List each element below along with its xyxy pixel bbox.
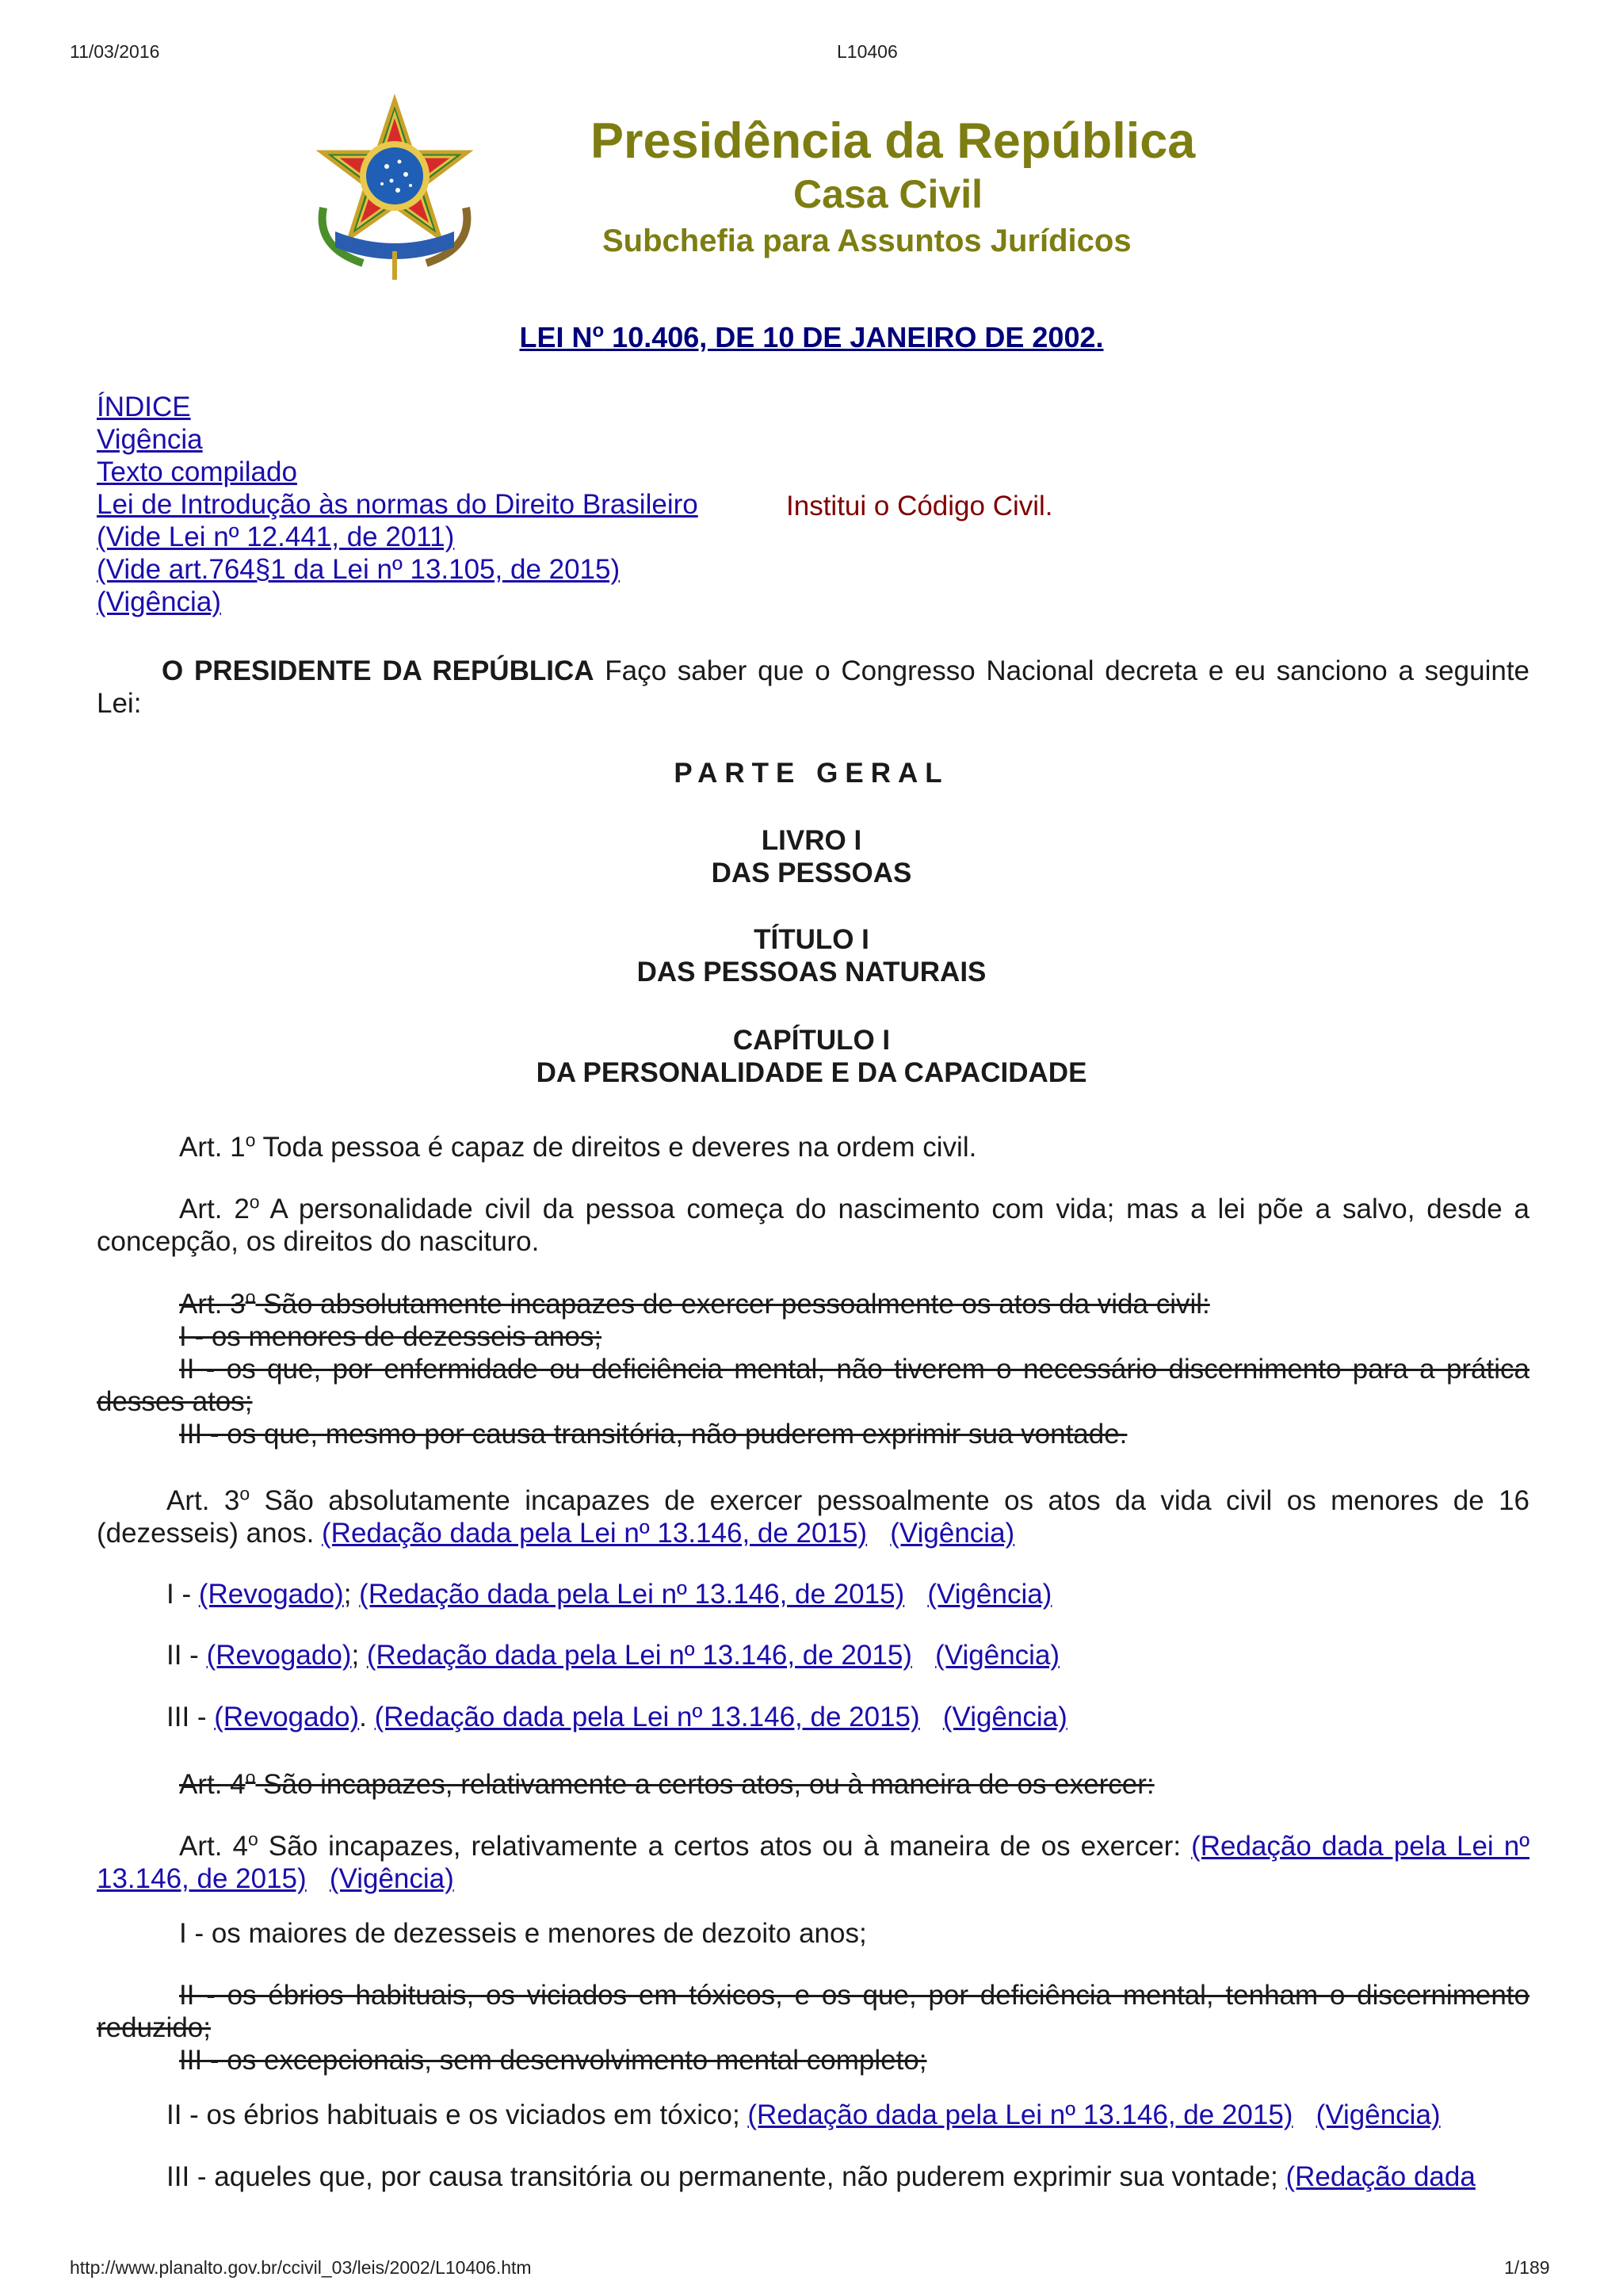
- art-3: Art. 3$^o$ São absolutamente incapazes de exercer pessoalmente os atos da vida civil os menores de 16 (dezesseis) anos. (Redação dada pela Lei nº 13.146, de 2015) (Vigência): [97, 1483, 1530, 1549]
- art-2: Art. 2$^o$ A personalidade civil da pessoa começa do nascimento com vida; mas a lei põe a salvo, desde a concepção, os direitos do nascituro.: [97, 1191, 1529, 1257]
- link-vigencia[interactable]: (Vigência): [927, 1579, 1052, 1610]
- header-subtitle-casa-civil: Casa Civil: [793, 172, 983, 216]
- link-redacao[interactable]: (Redação dada pela Lei nº 13.146, de 2015): [322, 1518, 868, 1549]
- art-4-item-ii: II - os ébrios habituais e os viciados em tóxico; (Redação dada pela Lei nº 13.146, de 2015) (Vigência): [166, 2099, 1441, 2130]
- heading-parte-geral: PARTE GERAL: [674, 758, 949, 789]
- link-vigencia[interactable]: (Vigência): [329, 1863, 454, 1894]
- art-3-revoked: Art. 3$^o$ São absolutamente incapazes de exercer pessoalmente os atos da vida civil:: [179, 1286, 1210, 1320]
- link-revogado[interactable]: (Revogado): [206, 1640, 352, 1671]
- law-title: [0, 321, 1623, 354]
- art-4-item-i: I - os maiores de dezesseis e menores de dezoito anos;: [179, 1918, 867, 1949]
- link-vigencia[interactable]: Vigência: [97, 424, 203, 455]
- link-vigencia-2[interactable]: (Vigência): [97, 586, 221, 617]
- link-indice[interactable]: ÍNDICE: [97, 392, 191, 422]
- art-3-revoked-i: I - os menores de dezesseis anos;: [179, 1321, 602, 1352]
- link-redacao[interactable]: (Redação dada pela Lei nº 13.146, de 2015): [374, 1702, 920, 1733]
- art-3-item-i: I - (Revogado); (Redação dada pela Lei nº 13.146, de 2015) (Vigência): [166, 1579, 1052, 1610]
- link-vide-art764[interactable]: (Vide art.764§1 da Lei nº 13.105, de 2015): [97, 554, 621, 585]
- index-links: [97, 391, 698, 618]
- print-url: http://www.planalto.gov.br/ccivil_03/leis/2002/L10406.htm: [70, 2257, 532, 2278]
- heading-capitulo-name: DA PERSONALIDADE E DA CAPACIDADE: [536, 1057, 1087, 1088]
- art-1: Art. 1$^o$ Toda pessoa é capaz de direitos e deveres na ordem civil.: [179, 1129, 977, 1163]
- link-redacao[interactable]: (Redação dada: [1285, 2161, 1476, 2192]
- heading-livro: LIVRO I: [761, 825, 862, 856]
- heading-capitulo: CAPÍTULO I: [732, 1025, 891, 1056]
- link-vigencia[interactable]: (Vigência): [942, 1702, 1067, 1733]
- print-title: L10406: [837, 41, 898, 62]
- heading-livro-name: DAS PESSOAS: [711, 858, 912, 888]
- print-date: 11/03/2016: [70, 41, 160, 62]
- brazil-coat-of-arms-icon: [311, 93, 478, 281]
- preamble: O PRESIDENTE DA REPÚBLICA Faço saber que o Congresso Nacional decreta e eu sanciono a seguinte Lei:: [97, 655, 1530, 719]
- link-redacao[interactable]: (Redação dada pela Lei nº 13.146, de 2015): [747, 2099, 1293, 2130]
- link-redacao[interactable]: (Redação dada pela Lei nº 13.146, de 2015): [366, 1640, 912, 1671]
- art-4-revoked-iii: III - os excepcionais, sem desenvolvimento mental completo;: [179, 2045, 927, 2076]
- header-title: Presidência da República: [590, 113, 1196, 169]
- art-4-revoked: Art. 4$^o$ São incapazes, relativamente a certos atos, ou à maneira de os exercer:: [179, 1767, 1155, 1800]
- law-title-link[interactable]: LEI N$^o$ 10.406, DE 10 DE JANEIRO DE 2002.: [519, 320, 1104, 353]
- link-vide-lei-12441[interactable]: (Vide Lei nº 12.441, de 2011): [97, 521, 455, 552]
- heading-titulo: TÍTULO I: [754, 924, 869, 955]
- link-redacao[interactable]: (Redação dada pela Lei nº 13.146, de 2015): [97, 1831, 1530, 1894]
- link-lei-introducao[interactable]: Lei de Introdução às normas do Direito Brasileiro: [97, 489, 698, 520]
- art-3-item-ii: II - (Revogado); (Redação dada pela Lei nº 13.146, de 2015) (Vigência): [166, 1640, 1060, 1671]
- header-subtitle-subchefia: Subchefia para Assuntos Jurídicos: [602, 223, 1132, 258]
- link-texto-compilado[interactable]: Texto compilado: [97, 457, 297, 487]
- ementa: Institui o Código Civil.: [786, 491, 1053, 521]
- link-revogado[interactable]: (Revogado): [214, 1702, 360, 1733]
- link-vigencia[interactable]: (Vigência): [890, 1518, 1015, 1549]
- link-vigencia[interactable]: (Vigência): [935, 1640, 1060, 1671]
- art-4-revoked-ii: II - os ébrios habituais, os viciados em tóxicos, e os que, por deficiência mental, tenham o discernimento reduzido;: [97, 1980, 1529, 2043]
- art-4-item-iii: III - aqueles que, por causa transitória ou permanente, não puderem exprimir sua vontade; (Redação dada: [166, 2161, 1476, 2192]
- art-3-revoked-iii: III - os que, mesmo por causa transitória, não puderem exprimir sua vontade.: [179, 1419, 1128, 1450]
- art-4: Art. 4$^o$ São incapazes, relativamente a certos atos ou à maneira de os exercer: (Redação dada pela Lei nº 13.146, de 2015) (Vigência): [97, 1828, 1530, 1894]
- heading-titulo-name: DAS PESSOAS NATURAIS: [636, 957, 987, 988]
- art-3-item-iii: III - (Revogado). (Redação dada pela Lei nº 13.146, de 2015) (Vigência): [166, 1702, 1067, 1733]
- link-revogado[interactable]: (Revogado): [198, 1579, 344, 1610]
- link-redacao[interactable]: (Redação dada pela Lei nº 13.146, de 2015): [359, 1579, 905, 1610]
- link-vigencia[interactable]: (Vigência): [1316, 2099, 1441, 2130]
- art-3-revoked-ii: II - os que, por enfermidade ou deficiência mental, não tiverem o necessário discernimento para a prática desses atos;: [97, 1354, 1529, 1417]
- print-page-number: 1/189: [1504, 2257, 1550, 2278]
